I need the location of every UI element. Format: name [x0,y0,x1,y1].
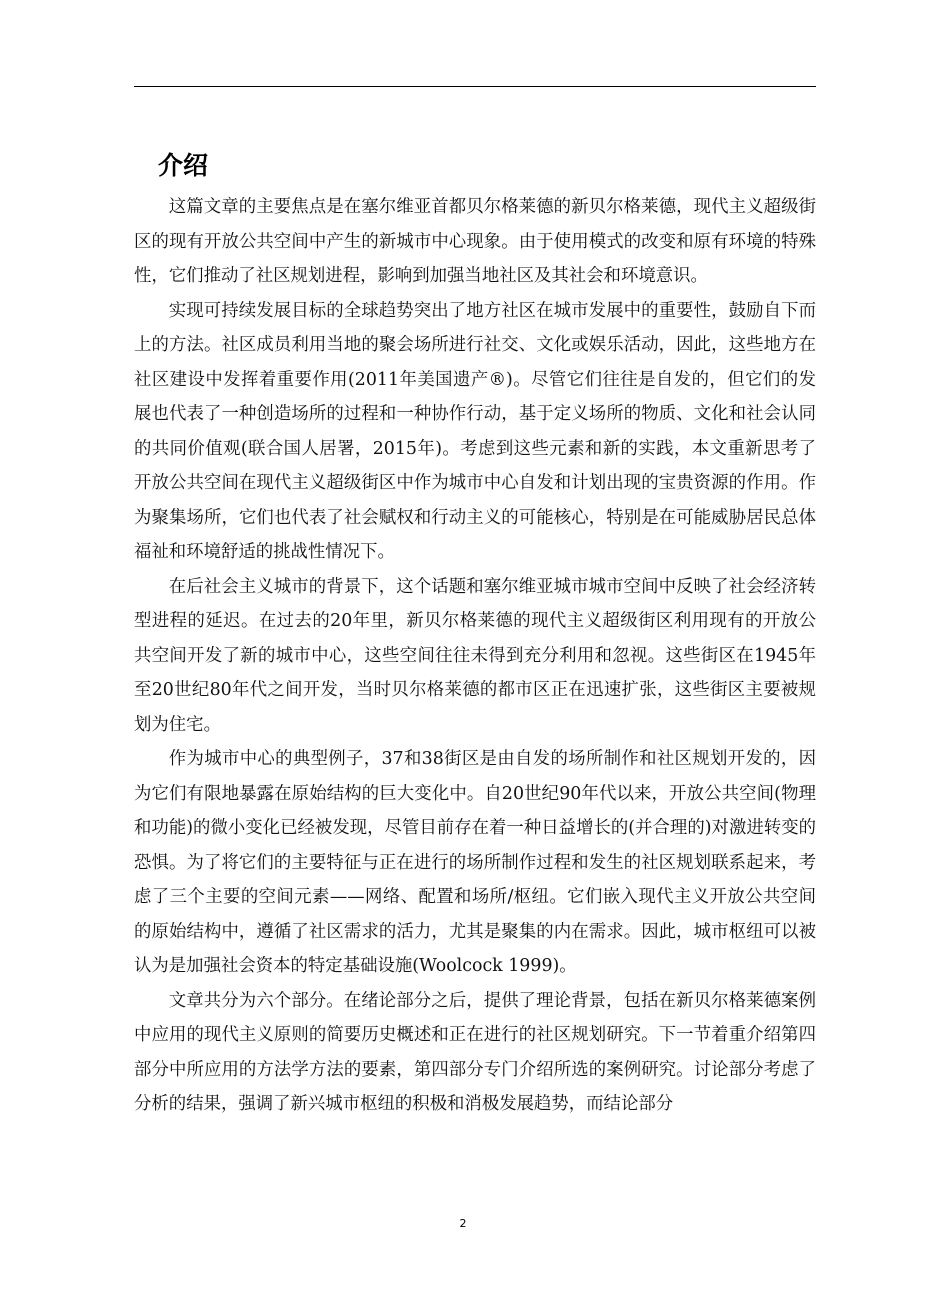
paragraph-4: 作为城市中心的典型例子，37和38街区是由自发的场所制作和社区规划开发的，因为它们有限地暴露在原始结构的巨大变化中。自20世纪90年代以来，开放公共空间(物理和功能)的微小变化已经被发现，尽管目前存在着一种日益增长的(并合理的)对激进转变的恐惧。为了将它们的主要特征与正在进行的场所制作过程和发生的社区规划联系起来，考虑了三个主要的空间元素——网络、配置和场所/枢纽。它们嵌入现代主义开放公共空间的原始结构中，遵循了社区需求的活力，尤其是聚集的内在需求。因此，城市枢纽可以被认为是加强社会资本的特定基础设施(Woolcock 1999)。 [134,749,816,976]
paragraph-3: 在后社会主义城市的背景下，这个话题和塞尔维亚城市城市空间中反映了社会经济转型进程的延迟。在过去的20年里，新贝尔格莱德的现代主义超级街区利用现有的开放公共空间开发了新的城市中心，这些空间往往未得到充分利用和忽视。这些街区在1945年至20世纪80年代之间开发，当时贝尔格莱德的都市区正在迅速扩张，这些街区主要被规划为住宅。 [134,576,816,735]
section-heading: 介绍 [158,151,209,180]
paragraph-1: 这篇文章的主要焦点是在塞尔维亚首都贝尔格莱德的新贝尔格莱德，现代主义超级街区的现有开放公共空间中产生的新城市中心现象。由于使用模式的改变和原有环境的特殊性，它们推动了社区规划进程，影响到加强当地社区及其社会和环境意识。 [134,197,816,286]
paragraph-5: 文章共分为六个部分。在绪论部分之后，提供了理论背景，包括在新贝尔格莱德案例中应用的现代主义原则的简要历史概述和正在进行的社区规划研究。下一节着重介绍第四部分中所应用的方法学方法的要素，第四部分专门介绍所选的案例研究。讨论部分考虑了分析的结果，强调了新兴城市枢纽的积极和消极发展趋势，而结论部分 [134,990,816,1114]
paragraph-2: 实现可持续发展目标的全球趋势突出了地方社区在城市发展中的重要性，鼓励自下而上的方法。社区成员利用当地的聚会场所进行社交、文化或娱乐活动，因此，这些地方在社区建设中发挥着重要作用(2011年美国遗产®)。尽管它们往往是自发的，但它们的发展也代表了一种创造场所的过程和一种协作行动，基于定义场所的物质、文化和社会认同的共同价值观(联合国人居署，2015年)。考虑到这些元素和新的实践，本文重新思考了开放公共空间在现代主义超级街区中作为城市中心自发和计划出现的宝贵资源的作用。作为聚集场所，它们也代表了社会赋权和行动主义的可能核心，特别是在可能威胁居民总体福祉和环境舒适的挑战性情况下。 [134,300,816,562]
page-number: 2 [459,1217,467,1230]
header-rule [134,86,816,87]
body-text [134,190,816,1122]
